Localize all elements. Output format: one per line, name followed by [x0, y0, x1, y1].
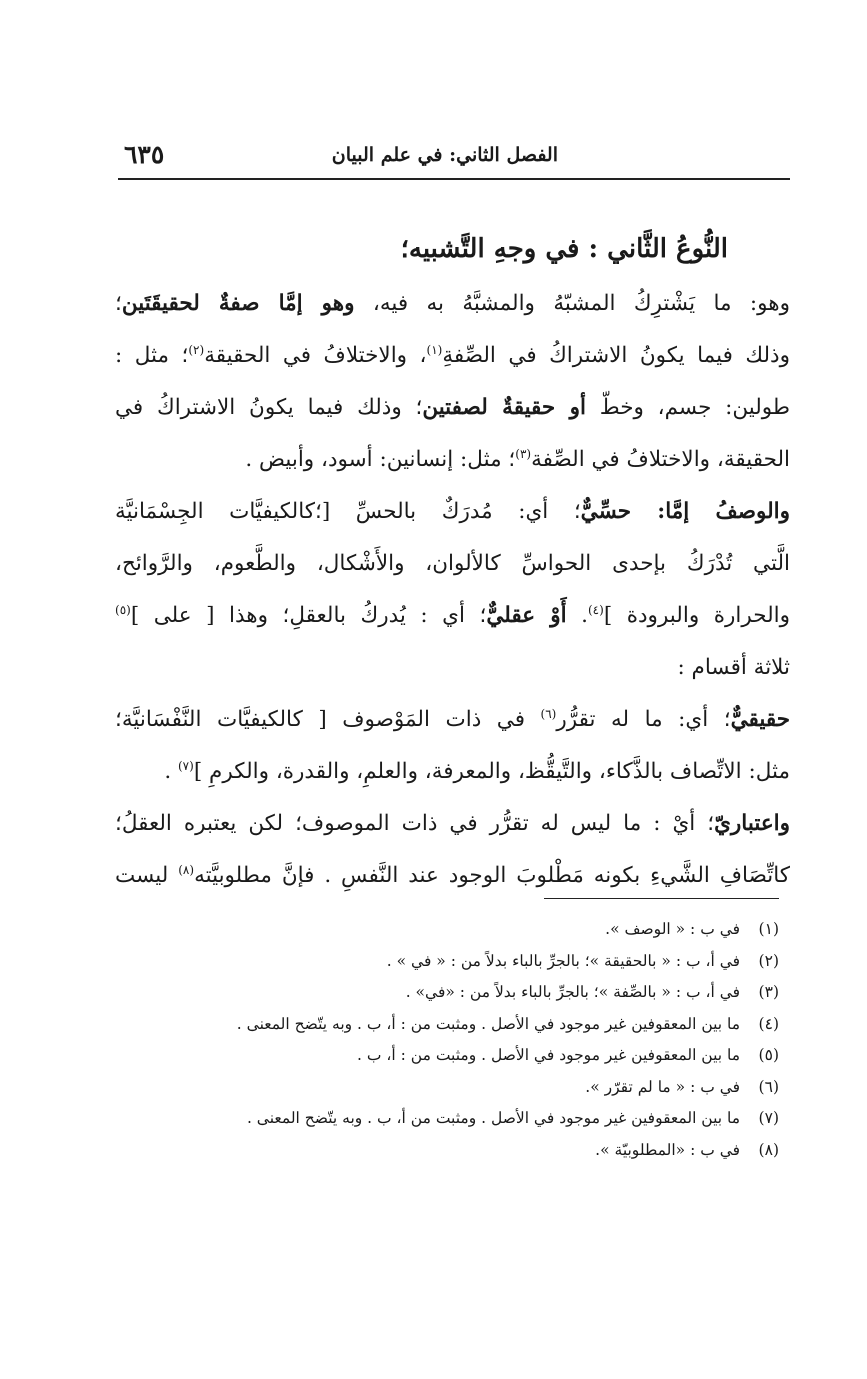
footnote-item [99, 1103, 779, 1135]
footnote-marker: (٥) [115, 602, 131, 617]
text-line [115, 642, 790, 694]
footnote-item [99, 1135, 779, 1167]
text-run: ؛ أي: ما له تقرُّر [556, 707, 731, 732]
bold-phrase: أَوْ عقليٌّ [486, 603, 567, 628]
bold-phrase: والوصفُ إمَّا: حسِّيٌّ [580, 499, 790, 524]
text-line [115, 382, 790, 434]
text-run: ليست [115, 863, 179, 888]
text-run: في ذات المَوْصوف [ كالكيفيَّات النَّفْسَانيَّة؛ [115, 707, 541, 732]
footnote-marker: (٦) [540, 706, 557, 721]
text-line [115, 434, 790, 486]
text-run: كاتِّصَافِ الشَّيءِ بكونه مَطْلوبَ الوجود عند النَّفسِ . فإنَّ مطلوبيَّته [194, 863, 790, 888]
bold-phrase: أو حقيقةٌ لصفتين [422, 395, 587, 420]
text-run: ؛ أي : يُدركُ بالعقلِ؛ وهذا [ على ] [130, 603, 487, 628]
text-run: الحقيقة، والاختلافُ في الصِّفة [531, 447, 790, 472]
text-run: ؛ وذلك فيما يكونُ الاشتراكُ في [115, 395, 423, 420]
text-run: . [164, 759, 178, 784]
text-line [115, 330, 790, 382]
footnotes [99, 914, 779, 1166]
footnote-text: ما بين المعقوفين غير موجود في الأصل . ومثبت من أ، ب . وبه يتّضح المعنى . [246, 1109, 741, 1127]
running-title: الفصل الثاني: في علم البيان [331, 144, 558, 166]
text-run: ؛ أي: مُدرَكٌ بالحسِّ [؛كالكيفيَّات الجِسْمَانيَّة [115, 499, 581, 524]
footnote-item [99, 977, 779, 1009]
text-run: والحرارة والبرودة ] [603, 603, 790, 628]
text-run: مثل: الاتِّصاف بالذَّكاء، والتَّيقُّظ، والمعرفة، والعلمِ، والقدرة، والكرمِ ] [193, 759, 790, 784]
footnote-text: في ب : « الوصف ». [605, 920, 741, 938]
footnote-text: ما بين المعقوفين غير موجود في الأصل . ومثبت من : أ، ب . [357, 1046, 741, 1064]
footnote-item [99, 946, 779, 978]
footnote-label: (٤) [758, 1014, 779, 1033]
text-line [115, 486, 790, 538]
footnote-label: (٥) [758, 1046, 779, 1064]
text-run: الَّتي تُدْرَكُ بإحدى الحواسِّ كالألوان، والأَشْكال، والطَّعوم، والرَّوائح، [115, 551, 790, 576]
page-number: ٦٣٥ [124, 140, 165, 169]
text-line [115, 278, 790, 330]
text-run: ؛ [115, 291, 122, 316]
footnote-item [99, 1040, 779, 1072]
footnote-text: ما بين المعقوفين غير موجود في الأصل . ومثبت من : أ، ب . وبه يتّضح المعنى . [236, 1014, 741, 1033]
footnote-label: (٧) [758, 1109, 779, 1127]
footnote-label: (٣) [758, 983, 779, 1001]
text-line [115, 538, 790, 590]
footnote-label: (٦) [758, 1077, 779, 1096]
text-run: ؛ مثل: إنسانين: أسود، وأبيض . [245, 447, 516, 472]
main-text [115, 222, 790, 902]
text-line [115, 694, 790, 746]
running-header [118, 140, 788, 180]
text-line [115, 798, 790, 850]
footnote-text: في أ، ب : « بالصِّفة »؛ بالجرِّ بالباء بدلاً من : «في» . [405, 983, 741, 1001]
footnote-item [99, 914, 779, 946]
text-run: . [566, 603, 588, 628]
text-line [115, 590, 790, 642]
footnote-label: (٢) [758, 951, 779, 970]
footnote-separator [544, 898, 779, 899]
text-line [115, 746, 790, 798]
footnote-marker: (٧) [177, 758, 194, 773]
footnote-text: في ب : « ما لم تقرّر ». [585, 1077, 741, 1096]
bold-phrase: حقيقيٌّ [730, 707, 790, 732]
footnote-item [99, 1072, 779, 1104]
footnote-text: في أ، ب : « بالحقيقة »؛ بالجرِّ بالباء بدلاً من : « في » . [386, 951, 741, 970]
footnote-marker: (٢) [188, 342, 205, 357]
text-run: ؛ مثل : [115, 343, 189, 368]
section-title: النُّوعُ الثَّاني : في وجهِ التَّشبيه؛ [400, 234, 728, 264]
bold-phrase: واعتباريّ [714, 811, 790, 836]
footnote-item [99, 1009, 779, 1041]
header-rule [118, 178, 790, 180]
footnote-marker: (٣) [515, 446, 532, 461]
text-run: ثلاثة أقسام : [677, 655, 790, 680]
text-run: وذلك فيما يكونُ الاشتراكُ في الصِّفةِ [442, 343, 790, 368]
footnote-label: (٨) [758, 1140, 779, 1159]
footnote-marker: (١) [426, 342, 443, 357]
footnote-marker: (٨) [178, 862, 195, 877]
footnote-text: في ب : «المطلوبيّة ». [595, 1140, 741, 1159]
text-run: ؛ أيْ : ما ليس له تقرُّر في ذات الموصوف؛ لكن يعتبره العقلُ؛ [115, 811, 715, 836]
text-line [115, 850, 790, 902]
text-run: ، والاختلافُ في الحقيقة [204, 343, 427, 368]
footnote-marker: (٤) [587, 602, 604, 617]
text-run: وهو: ما يَشْترِكُ المشبّهُ والمشبَّهُ به فيه، [354, 291, 790, 316]
bold-phrase: وهو إمَّا صفةٌ لحقيقَتَين [121, 291, 355, 316]
text-run: طولين: جسم، وخطّ [586, 395, 790, 420]
footnote-label: (١) [758, 920, 779, 938]
